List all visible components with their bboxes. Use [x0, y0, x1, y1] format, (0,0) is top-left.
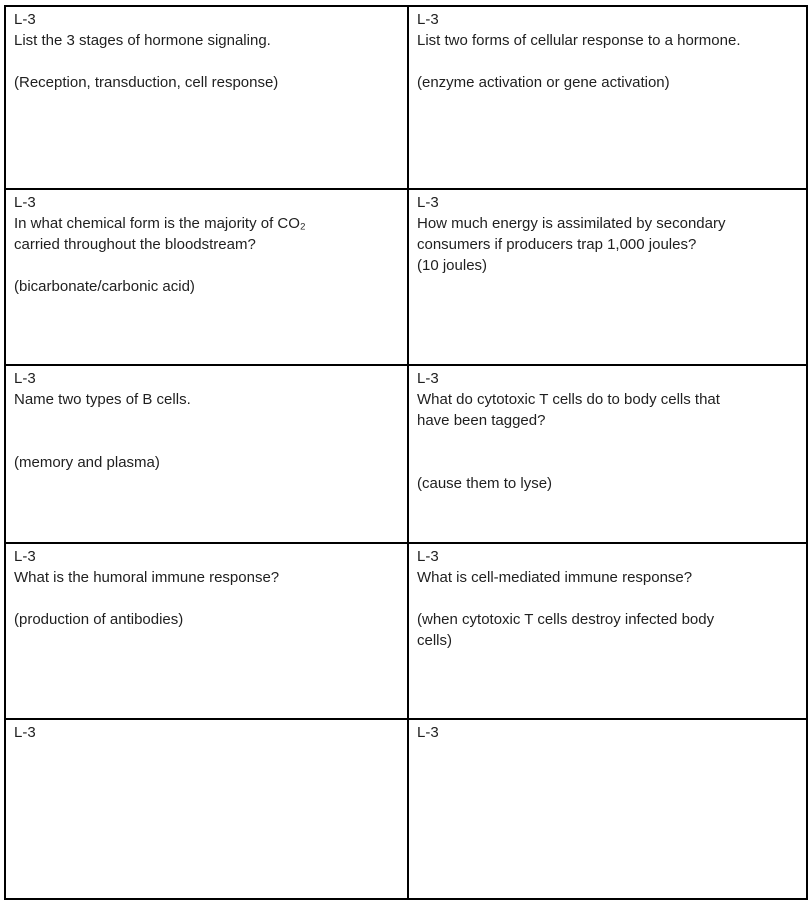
flashcard-cell[interactable]	[408, 6, 807, 189]
cell-line: consumers if producers trap 1,000 joules?	[417, 236, 697, 253]
card-level-label: L-3	[14, 11, 36, 28]
table-row	[5, 365, 807, 543]
cell-line: What do cytotoxic T cells do to body cells that	[417, 391, 720, 408]
card-level-label: L-3	[417, 370, 439, 387]
cell-line	[14, 431, 399, 452]
flashcard-cell[interactable]	[408, 543, 807, 719]
cell-line	[14, 588, 399, 609]
cell-line	[14, 410, 399, 431]
cell-line: (Reception, transduction, cell response)	[14, 74, 279, 91]
card-level-label: L-3	[417, 548, 439, 565]
cell-line	[417, 431, 798, 452]
table-row	[5, 189, 807, 365]
card-level-label: L-3	[417, 724, 439, 741]
table-row	[5, 719, 807, 899]
card-level-label: L-3	[14, 724, 36, 741]
flashcard-cell[interactable]	[408, 365, 807, 543]
cell-line: have been tagged?	[417, 412, 546, 429]
card-level-label: L-3	[14, 370, 36, 387]
cell-line: List the 3 stages of hormone signaling.	[14, 32, 271, 49]
flashcard-cell[interactable]	[408, 719, 807, 899]
card-level-label: L-3	[14, 194, 36, 211]
flashcard-table-body	[5, 6, 807, 899]
cell-line: (cause them to lyse)	[417, 475, 553, 492]
card-level-label: L-3	[417, 194, 439, 211]
flashcard-table	[4, 5, 808, 900]
cell-line: carried throughout the bloodstream?	[14, 236, 256, 253]
card-level-label: L-3	[417, 11, 439, 28]
cell-line: (memory and plasma)	[14, 454, 160, 471]
cell-line: (enzyme activation or gene activation)	[417, 74, 670, 91]
cell-line: (10 joules)	[417, 257, 488, 274]
cell-line	[417, 588, 798, 609]
cell-line	[417, 51, 798, 72]
table-row	[5, 543, 807, 719]
cell-line: (bicarbonate/carbonic acid)	[14, 278, 195, 295]
flashcard-cell[interactable]	[5, 189, 408, 365]
cell-line: Name two types of B cells.	[14, 391, 191, 408]
cell-line: (when cytotoxic T cells destroy infected body	[417, 611, 715, 628]
cell-line: What is the humoral immune response?	[14, 569, 280, 586]
flashcard-cell[interactable]	[5, 543, 408, 719]
cell-line: cells)	[417, 632, 453, 649]
cell-line: List two forms of cellular response to a hormone.	[417, 32, 741, 49]
flashcard-cell[interactable]	[5, 365, 408, 543]
cell-line: (production of antibodies)	[14, 611, 184, 628]
cell-line	[417, 452, 798, 473]
document-page	[4, 5, 808, 900]
cell-line	[14, 51, 399, 72]
cell-line: How much energy is assimilated by secondary	[417, 215, 726, 232]
cell-line: What is cell-mediated immune response?	[417, 569, 693, 586]
cell-line	[14, 255, 399, 276]
card-level-label: L-3	[14, 548, 36, 565]
flashcard-cell[interactable]	[5, 6, 408, 189]
table-row	[5, 6, 807, 189]
flashcard-cell[interactable]	[5, 719, 408, 899]
cell-line: In what chemical form is the majority of CO₂	[14, 215, 306, 232]
flashcard-cell[interactable]	[408, 189, 807, 365]
